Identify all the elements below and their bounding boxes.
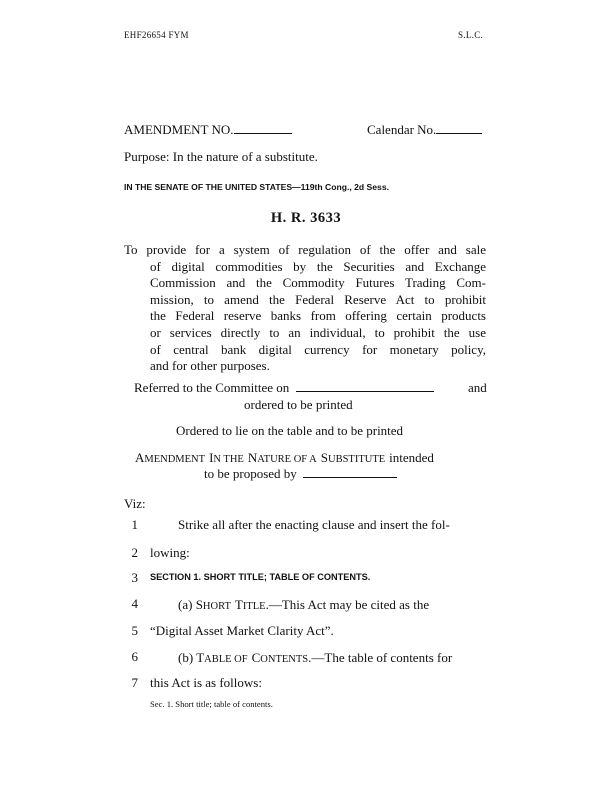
smallcap-rest: ONTENTS	[260, 654, 309, 665]
amendment-no-label: AMENDMENT NO.	[124, 122, 234, 137]
smallcap-initial: A	[135, 450, 145, 465]
smallcap-rest: N THE	[213, 454, 244, 465]
calendar-no-label: Calendar No.	[367, 122, 437, 137]
line-text: Strike all after the enacting clause and insert the fol-	[178, 517, 450, 532]
slc-header: S.L.C.	[458, 30, 484, 40]
description-line: or services directly to an individual, to prohibit the use	[150, 324, 486, 340]
description-line: To provide for a system of regulation of the offer and sale	[124, 242, 486, 257]
proposed-by-blank	[303, 466, 397, 478]
line-text: this Act is as follows:	[150, 675, 262, 690]
ordered-printed-line: ordered to be printed	[244, 397, 353, 412]
line-text	[178, 596, 429, 614]
description-line: of central bank digital currency for monetary policy,	[150, 341, 486, 357]
line-number: 6	[131, 649, 138, 664]
line-text: “Digital Asset Market Clarity Act”.	[150, 623, 334, 638]
line-number: 7	[131, 675, 138, 690]
purpose-line: Purpose: In the nature of a substitute.	[124, 149, 318, 164]
amendment-no-blank	[234, 122, 292, 134]
bill-title: H. R. 3633	[270, 210, 342, 226]
referred-label: Referred to the Committee on	[134, 380, 290, 395]
amendment-nature-line	[135, 449, 434, 467]
proposed-by-label: to be proposed by	[204, 466, 297, 481]
senate-session-line: IN THE SENATE OF THE UNITED STATES—119th Cong., 2d Sess.	[124, 182, 390, 192]
smallcap-rest: ATURE OF A	[257, 454, 317, 465]
doc-id-header: EHF26654 FYM	[124, 30, 189, 40]
smallcap-initial: S	[195, 597, 203, 612]
smallcap-rest: MENDMENT	[144, 454, 206, 465]
line-number: 4	[131, 596, 138, 611]
committee-blank	[296, 380, 434, 392]
proposed-by-line	[204, 466, 397, 482]
line-text	[178, 649, 452, 667]
subsection-label: (a)	[178, 597, 196, 612]
smallcap-rest: HORT	[202, 601, 231, 612]
line-text-rest: .—The table of contents for	[308, 650, 453, 665]
intended-word: intended	[389, 450, 434, 465]
smallcap-initial: I	[209, 450, 214, 465]
smallcap-initial: T	[234, 597, 243, 612]
line-number: 5	[131, 623, 138, 638]
description-line: and for other purposes.	[150, 358, 270, 374]
toc-entry: Sec. 1. Short title; table of contents.	[150, 699, 273, 709]
calendar-no-blank	[436, 122, 482, 134]
description-line: mission, to amend the Federal Reserve Act to prohibit	[150, 291, 486, 307]
smallcap-rest: ITLE	[242, 601, 266, 612]
line-number: 3	[131, 570, 138, 585]
smallcap-initial: S	[320, 450, 328, 465]
bill-description	[124, 242, 486, 375]
referred-and: and	[468, 380, 487, 395]
smallcap-initial: N	[247, 450, 258, 465]
smallcap-initial: T	[196, 650, 205, 665]
viz-label: Viz:	[124, 496, 146, 511]
description-line: the Federal reserve banks from offering certain products	[150, 308, 486, 324]
smallcap-rest: UBSTITUTE	[327, 454, 386, 465]
line-text-rest: .—This Act may be cited as the	[265, 597, 430, 612]
description-line: of digital commodities by the Securities and Exchange	[150, 258, 486, 274]
line-text: lowing:	[150, 545, 190, 560]
line-number: 2	[131, 545, 138, 560]
subsection-label: (b)	[178, 650, 197, 665]
section-heading: SECTION 1. SHORT TITLE; TABLE OF CONTENTS.	[150, 572, 371, 582]
description-line: Commission and the Commodity Futures Trading Com-	[150, 275, 486, 291]
calendar-no-line	[367, 122, 482, 138]
smallcap-rest: ABLE OF	[204, 654, 248, 665]
smallcap-initial: C	[251, 650, 261, 665]
amendment-no-line	[124, 122, 292, 138]
line-number: 1	[131, 517, 138, 532]
referred-line	[134, 380, 434, 396]
ordered-lie-line: Ordered to lie on the table and to be printed	[176, 423, 404, 438]
